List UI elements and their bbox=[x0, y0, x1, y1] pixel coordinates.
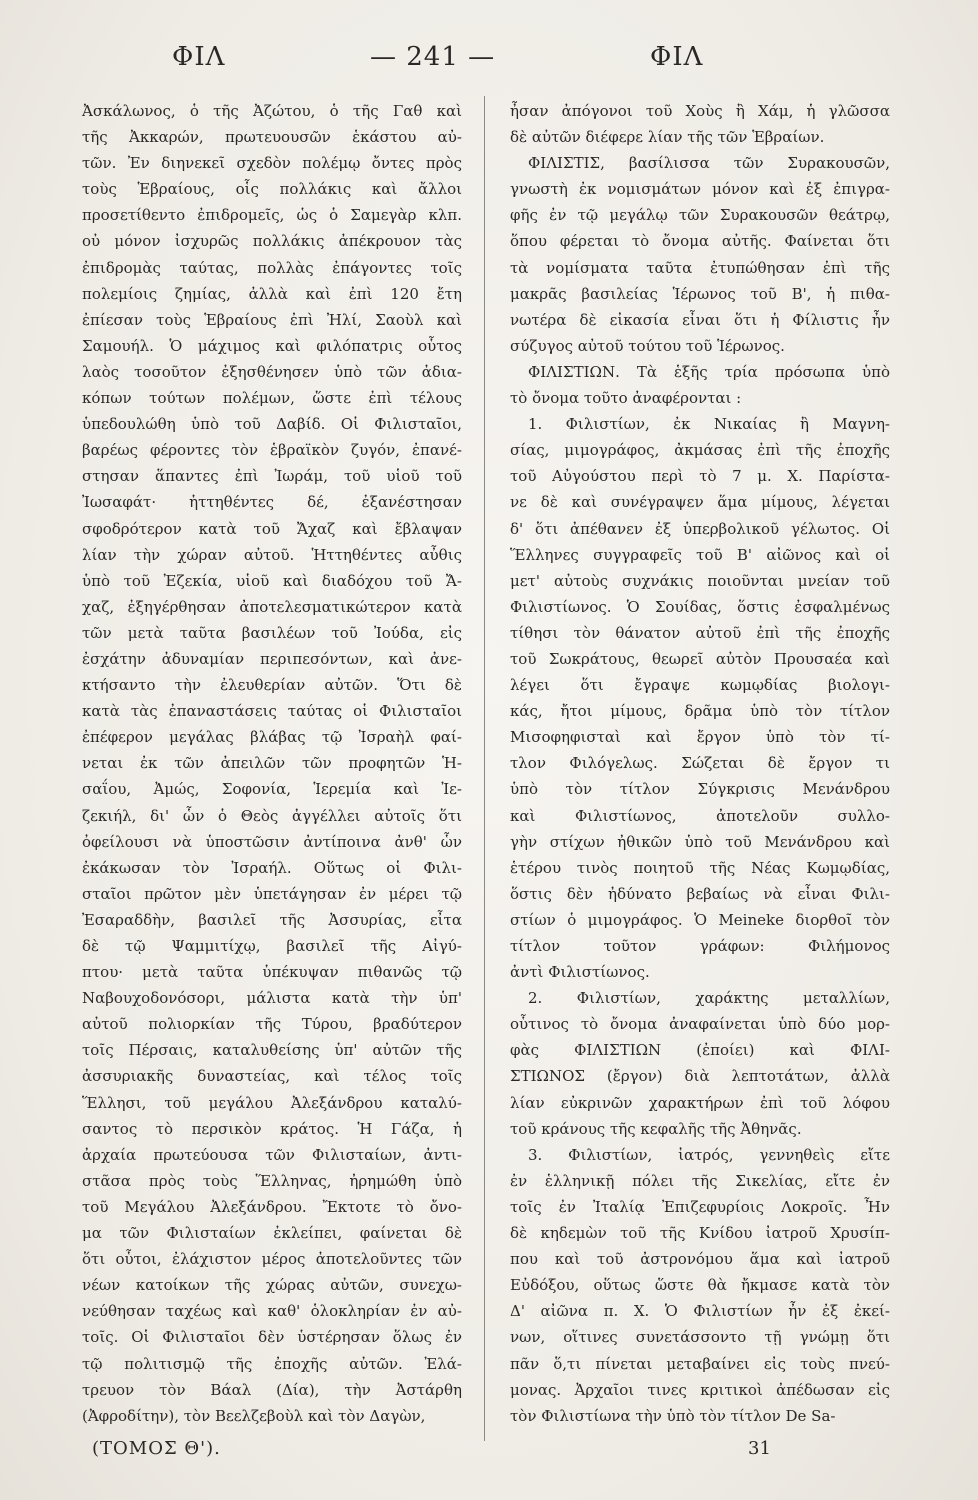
header-left-guideword: ΦΙΛ bbox=[172, 42, 226, 72]
text-line: λέγει ὅτι ἔγραψε κωμῳδίας βιολογι- bbox=[510, 676, 890, 695]
text-line: μετ' αὐτοὺς συχνάκις ποιοῦνται μνείαν τοῦ bbox=[510, 571, 890, 590]
text-line: δὲ αὐτῶν διέφερε λίαν τῆς τῶν Ἑβραίων. bbox=[510, 128, 825, 147]
text-line: τοῖς ἐν Ἰταλίᾳ Ἐπιζεφυρίοις Λοκροῖς. Ἦν bbox=[510, 1197, 890, 1216]
text-line: ζεκιήλ, δι' ὧν ὁ Θεὸς ἀγγέλλει αὐτοῖς ὅτι bbox=[82, 806, 462, 825]
text-line: δὲ τῷ Ψαμμιτίχῳ, βασιλεῖ τῆς Αἰγύ- bbox=[82, 937, 462, 955]
text-line: σύζυγος αὐτοῦ τούτου τοῦ Ἱέρωνος. bbox=[510, 336, 785, 355]
text-line: ἐν ἑλληνικῇ πόλει τῆς Σικελίας, εἴτε ἐν bbox=[510, 1171, 890, 1190]
text-line: καὶ Φιλιστίωνος, ἀποτελοῦν συλλο- bbox=[510, 806, 890, 825]
text-line: ὑπεδουλώθη ὑπὸ τοῦ Δαβίδ. Οἱ Φιλισταῖοι, bbox=[82, 415, 462, 434]
text-line: ὑπὸ τὸν τίτλον Σύγκρισις Μενάνδρου bbox=[510, 780, 890, 799]
text-line: λίαν εὐκρινῶν χαρακτήρων ἐπὶ τοῦ λόφου bbox=[510, 1093, 890, 1112]
text-line: οὐ μόνον ἰσχυρῶς πολλάκις ἀπέκρουον τὰς bbox=[82, 232, 462, 251]
text-line: ἐπέφερον μεγάλας βλάβας τῷ Ἰσραὴλ φαί- bbox=[82, 728, 462, 747]
text-line: ἦσαν ἀπόγονοι τοῦ Χοὺς ἢ Χάμ, ἡ γλῶσσα bbox=[510, 102, 890, 120]
text-line: τῆς Ἀκκαρών, πρωτευουσῶν ἑκάστου αὐ- bbox=[82, 128, 462, 147]
text-line: ἀσσυριακῆς δυναστείας, καὶ τέλος τοῖς bbox=[82, 1067, 462, 1086]
text-line: 2. Φιλιστίων, χαράκτης μεταλλίων, bbox=[528, 989, 890, 1008]
text-line: σαντος τὸ περσικὸν κράτος. Ἡ Γάζα, ἡ bbox=[82, 1119, 462, 1138]
text-line: κάς, ἤτοι μίμους, δρᾶμα ὑπὸ τὸν τίτλον bbox=[510, 702, 890, 721]
text-line: οὗτινος τὸ ὄνομα ἀναφαίνεται ὑπὸ δύο μορ- bbox=[510, 1015, 890, 1034]
text-line: ἐπίεσαν τοὺς Ἑβραίους ἐπὶ Ἠλί, Σαοὺλ καὶ bbox=[82, 310, 462, 329]
text-line: σίας, μιμογράφος, ἀκμάσας ἐπὶ τῆς ἐποχῆς bbox=[510, 441, 890, 460]
right-text-column bbox=[510, 98, 890, 1429]
text-line: ὀφείλουσι νὰ ὑποστῶσιν ἀντίποινα ἀνθ' ὧν bbox=[82, 832, 462, 851]
text-line: τὰ νομίσματα ταῦτα ἐτυπώθησαν ἐπὶ τῆς bbox=[510, 258, 890, 277]
text-line: λίαν τὴν χώραν αὐτοῦ. Ἡττηθέντες αὖθις bbox=[82, 545, 462, 564]
text-line: τοῦ Μεγάλου Ἀλεξάνδρου. Ἔκτοτε τὸ ὄνο- bbox=[82, 1197, 462, 1216]
text-line: Ναβουχοδονόσορι, μάλιστα κατὰ τὴν ὑπ' bbox=[82, 989, 462, 1008]
text-line: ὅπου φέρεται τὸ ὄνομα αὐτῆς. Φαίνεται ὅτι bbox=[510, 232, 890, 251]
text-line: τοῖς. Οἱ Φιλισταῖοι δὲν ὑστέρησαν ὅλως ἐν bbox=[82, 1328, 462, 1347]
text-line: σταῖοι πρῶτον μὲν ὑπετάγησαν ἐν μέρει τῷ bbox=[82, 884, 462, 903]
text-line: ὅστις δὲν ἠδύνατο βεβαίως νὰ εἶναι Φιλι- bbox=[510, 884, 890, 903]
text-line: γνωστὴ ἐκ νομισμάτων μόνον καὶ ἐξ ἐπιγρα- bbox=[510, 180, 890, 199]
text-line: χαζ, ἐξηγέρθησαν ἀποτελεσματικώτερον κατὰ bbox=[82, 597, 462, 616]
text-line: Μισοφηφισταὶ καὶ ἔργον ὑπὸ τὸν τί- bbox=[510, 728, 890, 747]
page-number: — 241 — bbox=[370, 42, 496, 72]
text-line: Ἕλλησι, τοῦ μεγάλου Ἀλεξάνδρου καταλύ- bbox=[82, 1093, 462, 1112]
text-line: Ἕλληνες συγγραφεῖς τοῦ Β' αἰῶνος καὶ οἱ bbox=[510, 545, 890, 564]
text-line: νεύθησαν ταχέως καὶ καθ' ὁλοκληρίαν ἐν αὐ- bbox=[82, 1302, 462, 1321]
text-line: ΣΤΙΩΝΟΣ (ἔργον) διὰ λεπτοτάτων, ἀλλὰ bbox=[510, 1067, 890, 1086]
text-line: κατὰ τὰς ἐπαναστάσεις ταύτας οἱ Φιλισταῖοι bbox=[82, 702, 462, 721]
text-line: ἀντὶ Φιλιστίωνος. bbox=[510, 963, 650, 982]
text-line: βαρέως φέροντες τὸν ἑβραϊκὸν ζυγόν, ἐπανέ- bbox=[82, 441, 462, 460]
text-line: τρευον τὸν Βάαλ (Δία), τὴν Ἀστάρθη bbox=[82, 1380, 462, 1399]
text-line: τίτλον τοῦτον γράφων: Φιλήμονος bbox=[510, 937, 890, 955]
text-line: Σαμουήλ. Ὁ μάχιμος καὶ φιλόπατρις οὗτος bbox=[82, 336, 462, 355]
volume-label: (ΤΟΜΟΣ Θ'). bbox=[92, 1438, 221, 1459]
text-line: πᾶν ὅ,τι πίνεται μεταβαίνει εἰς τοὺς πνεύ- bbox=[510, 1354, 890, 1373]
signature-mark: 31 bbox=[748, 1438, 771, 1459]
text-line: Δ' αἰῶνα π. Χ. Ὁ Φιλιστίων ἦν ἐξ ἐκεί- bbox=[510, 1302, 890, 1321]
text-line: ΦΙΛΙΣΤΙΣ, βασίλισσα τῶν Συρακουσῶν, bbox=[528, 154, 890, 173]
text-line: ὅτι οὗτοι, ἐλάχιστον μέρος ἀποτελοῦντες τῶν bbox=[82, 1250, 462, 1269]
text-line: κόπων τούτων πολέμων, ὥστε ἐπὶ τέλους bbox=[82, 389, 462, 408]
text-line: τοῖς Πέρσαις, καταλυθείσης ὑπ' αὐτῶν τῆς bbox=[82, 1041, 462, 1060]
text-line: γὴν στίχων ἠθικῶν ὑπὸ τοῦ Μενάνδρου καὶ bbox=[510, 832, 890, 851]
text-line: μα τῶν Φιλισταίων ἐκλείπει, φαίνεται δὲ bbox=[82, 1224, 462, 1243]
text-line: δὲ κηδεμὼν τοῦ τῆς Κνίδου ἰατροῦ Χρυσίπ- bbox=[510, 1224, 890, 1243]
text-line: φὰς ΦΙΛΙΣΤΙΩΝ (ἐποίει) καὶ ΦΙΛΙ- bbox=[510, 1041, 890, 1060]
text-line: Ἰωσαφάτ· ἡττηθέντες δέ, ἐξανέστησαν bbox=[82, 493, 462, 512]
text-line: 3. Φιλιστίων, ἰατρός, γεννηθεὶς εἴτε bbox=[528, 1145, 890, 1164]
text-line: τῶν μετὰ ταῦτα βασιλέων τοῦ Ἰούδα, εἰς bbox=[82, 623, 462, 642]
left-text-column bbox=[82, 98, 462, 1429]
text-line: νωτέρα δὲ εἰκασία εἶναι ὅτι ἡ Φίλιστις ἦν bbox=[510, 310, 890, 329]
text-line: Εὐδόξου, οὕτως ὥστε θὰ ἤκμασε κατὰ τὸν bbox=[510, 1276, 890, 1295]
text-line: στᾶσα πρὸς τοὺς Ἕλληνας, ἠρημώθη ὑπὸ bbox=[82, 1171, 462, 1190]
text-line: πτου· μετὰ ταῦτα ὑπέκυψαν πιθανῶς τῷ bbox=[82, 963, 462, 982]
text-line: φῆς ἐν τῷ μεγάλῳ τῶν Συρακουσῶν θεάτρῳ, bbox=[510, 206, 890, 225]
text-line: λαὸς τοσοῦτον ἐξησθένησεν ὑπὸ τῶν ἀδια- bbox=[82, 362, 462, 381]
text-line: στίων ὁ μιμογράφος. Ὁ Meineke διορθοῖ τὸν bbox=[510, 910, 890, 929]
text-line: που καὶ τοῦ ἀστρονόμου ἅμα καὶ ἰατροῦ bbox=[510, 1250, 890, 1269]
text-line: ἐσχάτην ἀδυναμίαν περιπεσόντων, καὶ ἀνε- bbox=[82, 649, 462, 668]
header-right-guideword: ΦΙΛ bbox=[650, 42, 704, 72]
column-divider bbox=[484, 96, 485, 1441]
text-line: 1. Φιλιστίων, ἐκ Νικαίας ἢ Μαγνη- bbox=[528, 415, 890, 434]
text-line: τὸ ὄνομα τοῦτο ἀναφέρονται : bbox=[510, 389, 742, 408]
text-line: μακρᾶς βασιλείας Ἱέρωνος τοῦ Β', ἡ πιθα- bbox=[510, 284, 890, 303]
text-line: ἑτέρου τινὸς ποιητοῦ τῆς Νέας Κωμῳδίας, bbox=[510, 858, 890, 877]
text-line: τοῦ Αὐγούστου περὶ τὸ 7 μ. Χ. Παρίστα- bbox=[510, 467, 890, 486]
text-line: νε δὲ καὶ συνέγραψεν ἅμα μίμους, λέγεται bbox=[510, 493, 890, 512]
text-line: τῶν. Ἐν διηνεκεῖ σχεδὸν πολέμῳ ὄντες πρὸς bbox=[82, 154, 462, 173]
text-line: τῷ πολιτισμῷ τῆς ἐποχῆς αὐτῶν. Ἐλά- bbox=[82, 1354, 462, 1373]
text-line: δ' ὅτι ἀπέθανεν ἐξ ὑπερβολικοῦ γέλωτος. Οἱ bbox=[510, 519, 890, 538]
text-line: ἐκάκωσαν τὸν Ἰσραήλ. Οὕτως οἱ Φιλι- bbox=[82, 858, 462, 877]
text-line: (Ἀφροδίτην), τὸν Βεελζεβοὺλ καὶ τὸν Δαγὼν, bbox=[82, 1406, 426, 1425]
text-line: σαΐου, Ἀμώς, Σοφονία, Ἱερεμία καὶ Ἰε- bbox=[82, 780, 462, 799]
text-line: τοῦ Σωκράτους, θεωρεῖ αὐτὸν Προυσαέα καὶ bbox=[510, 649, 890, 668]
text-line: Ἀσκάλωνος, ὁ τῆς Ἀζώτου, ὁ τῆς Γαθ καὶ bbox=[82, 102, 462, 120]
text-line: κτήσαντο τὴν ἐλευθερίαν αὐτῶν. Ὅτι δὲ bbox=[82, 676, 462, 695]
text-line: τλον Φιλόγελως. Σώζεται δὲ ἔργον τι bbox=[510, 754, 890, 773]
text-line: σφοδρότερον κατὰ τοῦ Ἄχαζ καὶ ἔβλαψαν bbox=[82, 519, 462, 538]
text-line: τοὺς Ἑβραίους, οἷς πολλάκις καὶ ἄλλοι bbox=[82, 180, 462, 199]
text-line: ἐπιδρομὰς ταύτας, πολλὰς ἐπάγοντες τοῖς bbox=[82, 258, 462, 277]
text-line: νων, οἵτινες συνετάσσοντο τῇ γνώμῃ ὅτι bbox=[510, 1328, 890, 1347]
text-line: τοῦ κράνους τῆς κεφαλῆς τῆς Ἀθηνᾶς. bbox=[510, 1119, 802, 1138]
text-line: στησαν ἅπαντες ἐπὶ Ἰωράμ, τοῦ υἱοῦ τοῦ bbox=[82, 467, 462, 486]
text-line: Φιλιστίωνος. Ὁ Σουίδας, ὅστις ἐσφαλμένως bbox=[510, 597, 890, 616]
text-line: τὸν Φιλιστίωνα τὴν ὑπὸ τὸν τίτλον De Sa- bbox=[510, 1406, 836, 1425]
text-line: πολεμίοις ζημίας, ἀλλὰ καὶ ἐπὶ 120 ἔτη bbox=[82, 284, 462, 303]
text-line: Ἐσαραδδὴν, βασιλεῖ τῆς Ἀσσυρίας, εἶτα bbox=[82, 910, 462, 929]
text-line: ΦΙΛΙΣΤΙΩΝ. Τὰ ἑξῆς τρία πρόσωπα ὑπὸ bbox=[528, 362, 890, 381]
text-line: τίθησι τὸν θάνατον αὐτοῦ ἐπὶ τῆς ἐποχῆς bbox=[510, 623, 890, 642]
text-line: ἀρχαία πρωτεύουσα τῶν Φιλισταίων, ἀντι- bbox=[82, 1145, 462, 1164]
running-header bbox=[80, 42, 900, 82]
text-line: νεται ἐκ τῶν ἀπειλῶν τῶν προφητῶν Ἡ- bbox=[82, 754, 462, 773]
text-line: νέων κατοίκων τῆς χώρας αὐτῶν, συνεχω- bbox=[82, 1276, 462, 1295]
text-line: προσετίθεντο ἐπιδρομεῖς, ὡς ὁ Σαμεγὰρ κλπ. bbox=[82, 206, 462, 225]
text-line: αὐτοῦ πολιορκίαν τῆς Τύρου, βραδύτερον bbox=[82, 1015, 462, 1034]
text-line: ὑπὸ τοῦ Ἐζεκία, υἱοῦ καὶ διαδόχου τοῦ Ἄ- bbox=[82, 571, 462, 590]
text-line: μονας. Ἀρχαῖοι τινες κριτικοὶ ἀπέδωσαν εἰς bbox=[510, 1380, 890, 1399]
